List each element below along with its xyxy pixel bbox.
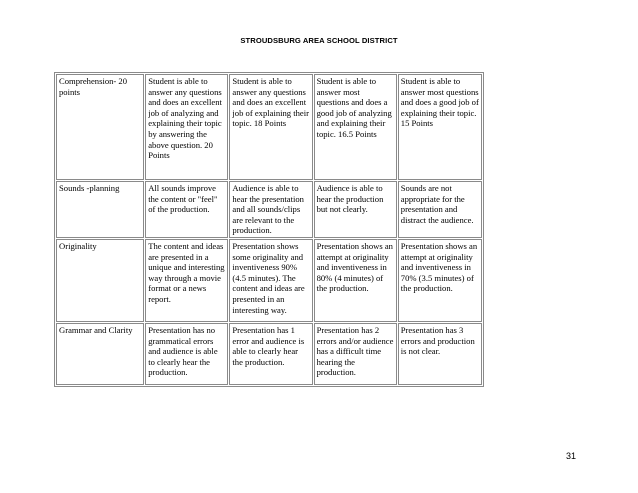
level-cell: Presentation has 1 error and audience is able to clearly hear the production. (229, 323, 312, 385)
level-cell: Presentation has 2 errors and/or audience has a difficult time hearing the production. (314, 323, 397, 385)
table-row (56, 74, 482, 180)
level-cell: Presentation shows an attempt at originality and inventiveness in 70% (3.5 minutes) of the production. (398, 239, 482, 322)
level-cell: Presentation shows an attempt at originality and inventiveness in 80% (4 minutes) of the production. (314, 239, 397, 322)
rubric-table (54, 72, 484, 387)
page-number: 31 (566, 451, 577, 461)
table-row (56, 239, 482, 322)
level-cell: Student is able to answer most questions and does a good job of explaining their topic. 15 Points (398, 74, 482, 180)
level-cell: Student is able to answer most questions and does a good job of analyzing and explaining their topic. 16.5 Points (314, 74, 397, 180)
level-cell: The content and ideas are presented in a unique and interesting way through a movie format or a news report. (145, 239, 228, 322)
level-cell: Student is able to answer any questions and does an excellent job of explaining their topic. 18 Points (229, 74, 312, 180)
level-cell: Student is able to answer any questions and does an excellent job of analyzing and explaining their topic by answering the above question. 20 Points (145, 74, 228, 180)
criterion-cell: Grammar and Clarity (56, 323, 144, 385)
level-cell: Presentation shows some originality and inventiveness 90% (4.5 minutes). The content and ideas are presented in an interesting way. (229, 239, 312, 322)
level-cell: Presentation has 3 errors and production is not clear. (398, 323, 482, 385)
level-cell: Presentation has no grammatical errors and audience is able to clearly hear the production. (145, 323, 228, 385)
criterion-cell: Originality (56, 239, 144, 322)
level-cell: Sounds are not appropriate for the presentation and distract the audience. (398, 181, 482, 238)
document-title: STROUDSBURG AREA SCHOOL DISTRICT (240, 36, 398, 45)
level-cell: Audience is able to hear the production but not clearly. (314, 181, 397, 238)
table-row (56, 181, 482, 238)
level-cell: Audience is able to hear the presentation and all sounds/clips are relevant to the production. (229, 181, 312, 238)
table-row (56, 323, 482, 385)
criterion-cell: Sounds -planning (56, 181, 144, 238)
level-cell: All sounds improve the content or "feel" of the production. (145, 181, 228, 238)
criterion-cell: Comprehension- 20 points (56, 74, 144, 180)
